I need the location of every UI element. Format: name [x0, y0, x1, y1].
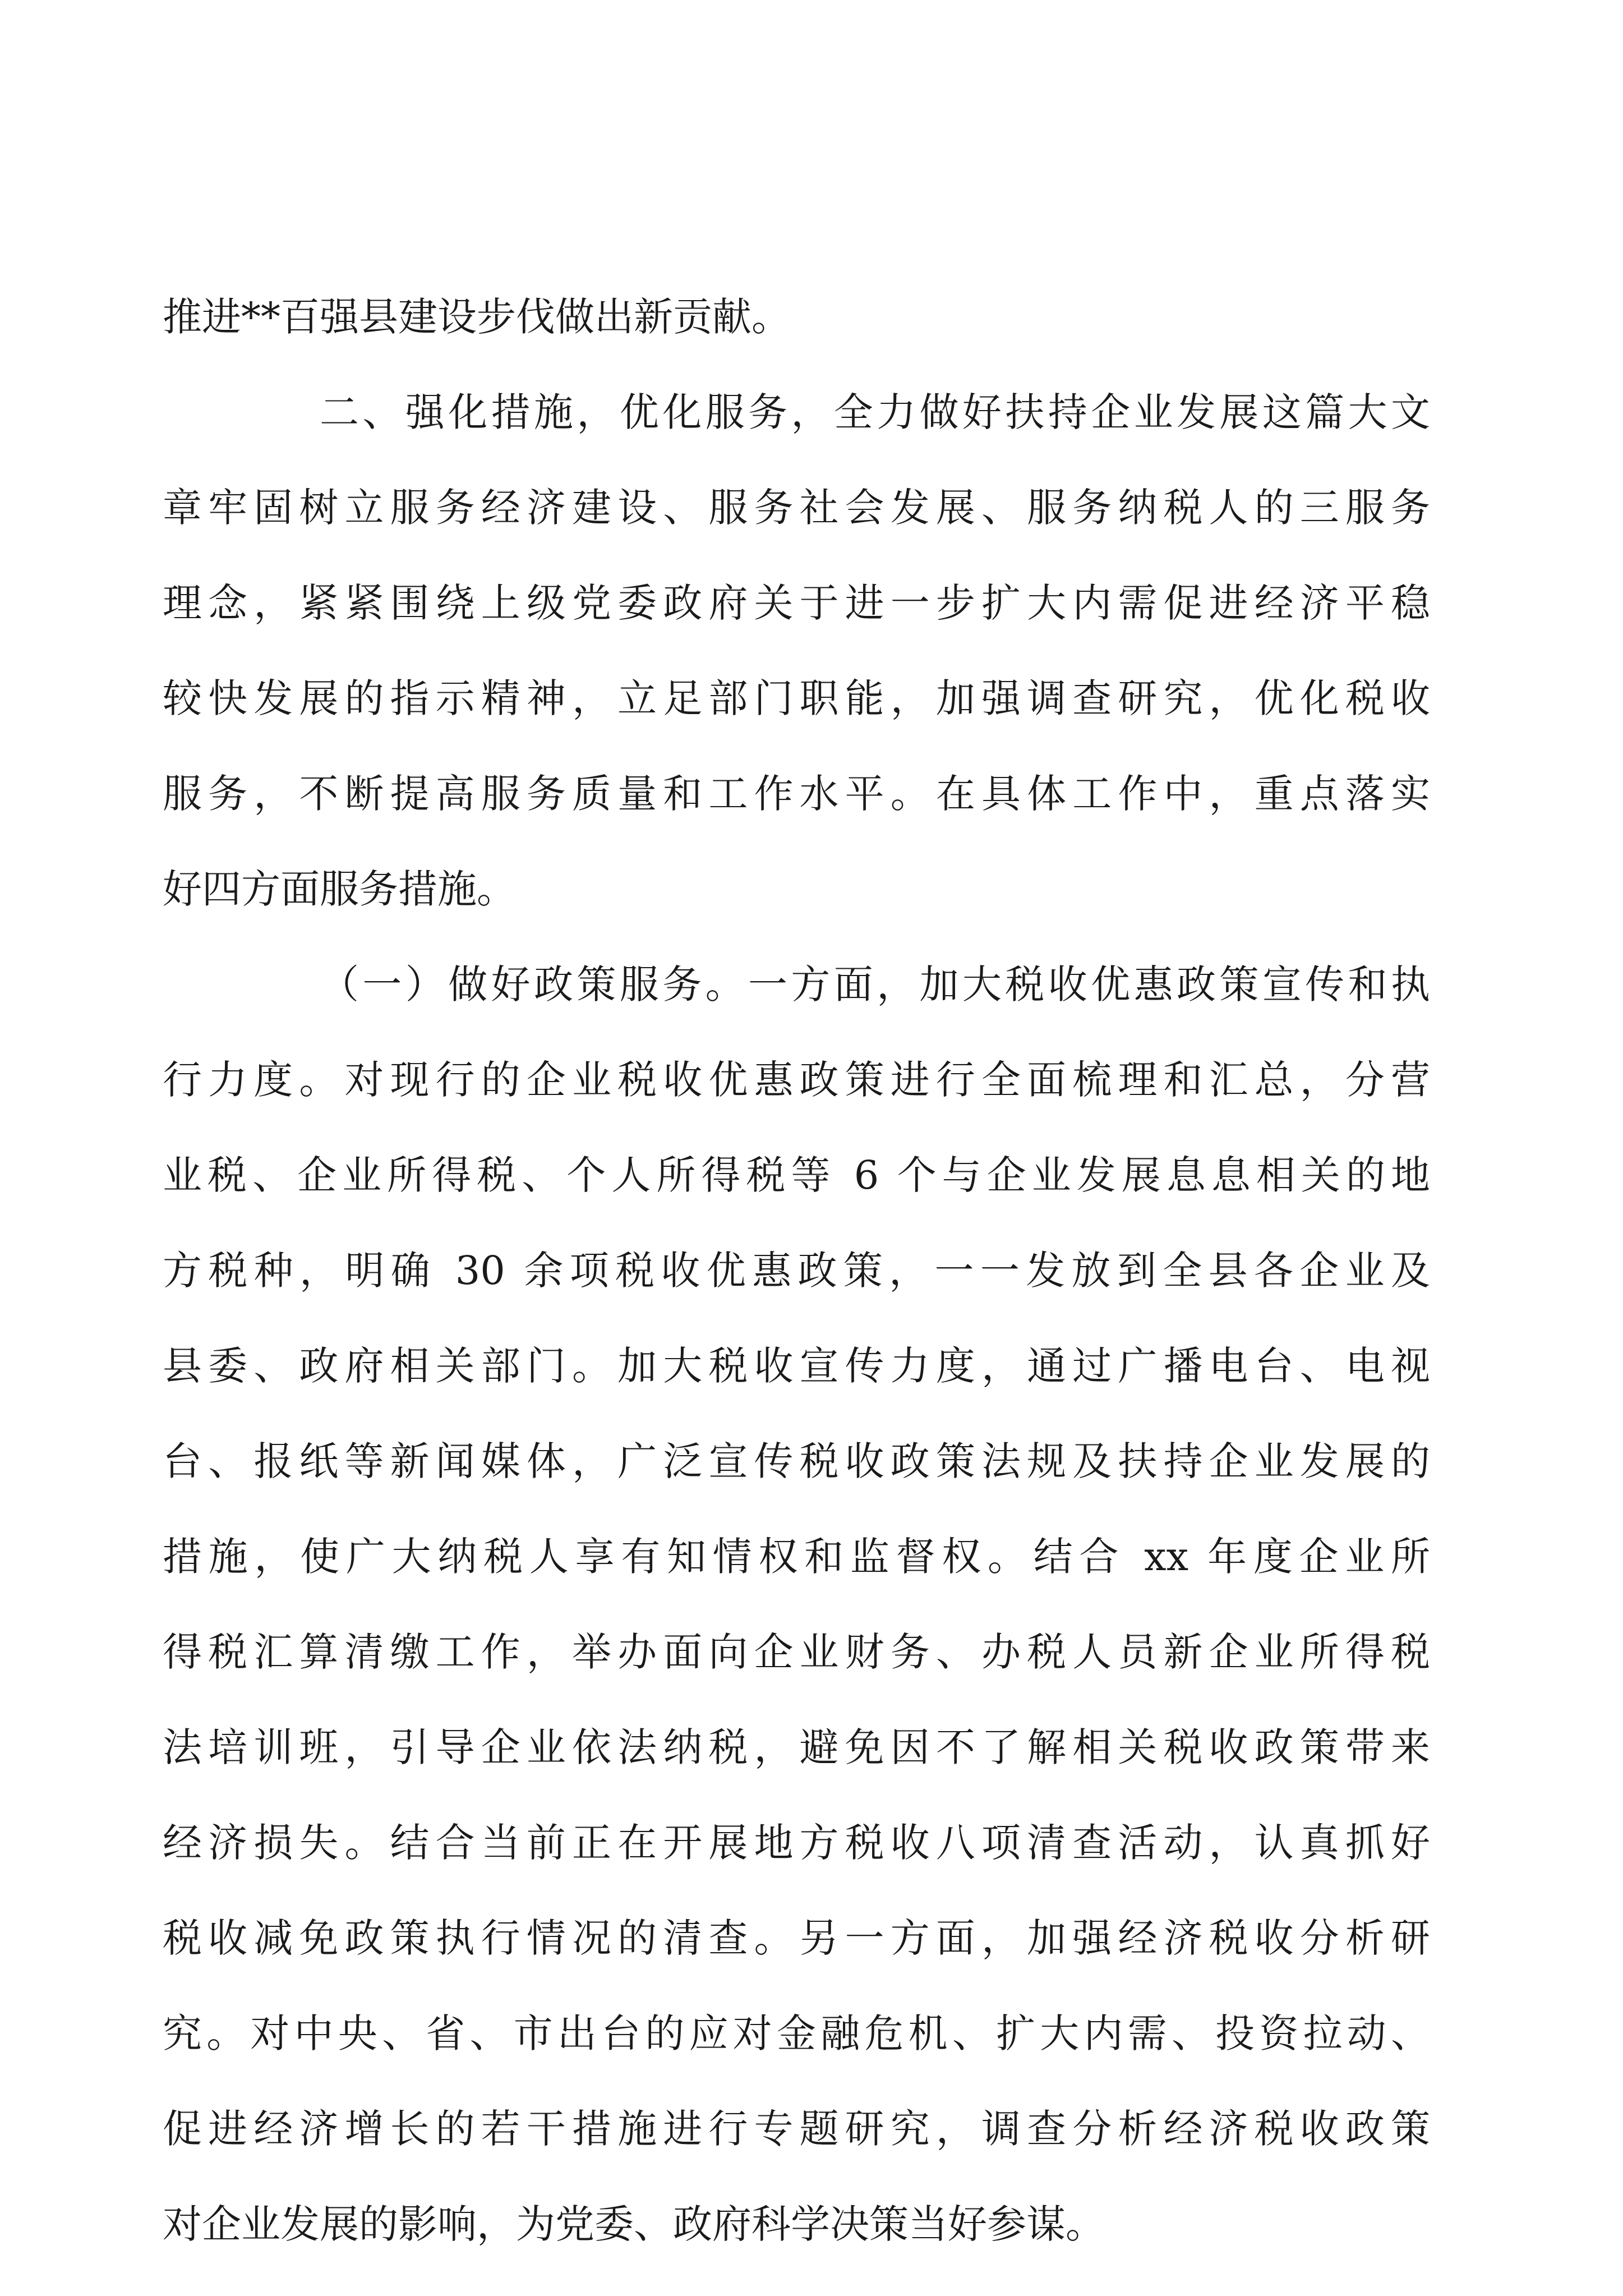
text-line-9: 行力度。对现行的企业税收优惠政策进行全面梳理和汇总，分营	[163, 1057, 1430, 1103]
text-line-13: 台、报纸等新闻媒体，广泛宣传税收政策法规及扶持企业发展的	[163, 1438, 1430, 1484]
text-line-12: 县委、政府相关部门。加大税收宣传力度，通过广播电台、电视	[163, 1343, 1430, 1389]
text-line-3: 章牢固树立服务经济建设、服务社会发展、服务纳税人的三服务	[163, 485, 1430, 531]
text-line-16: 法培训班，引导企业依法纳税，避免因不了解相关税收政策带来	[163, 1724, 1430, 1770]
text-line-11: 方税种，明确 30 余项税收优惠政策，一一发放到全县各企业及	[163, 1248, 1430, 1294]
text-line-6: 服务，不断提高服务质量和工作水平。在具体工作中，重点落实	[163, 771, 1430, 817]
text-line-10: 业税、企业所得税、个人所得税等 6 个与企业发展息息相关的地	[163, 1152, 1430, 1198]
text-line-15: 得税汇算清缴工作，举办面向企业财务、办税人员新企业所得税	[163, 1629, 1430, 1675]
text-line-5: 较快发展的指示精神，立足部门职能，加强调查研究，优化税收	[163, 675, 1430, 721]
text-line-1: 推进**百强县建设步伐做出新贡献。	[163, 294, 791, 340]
text-line-17: 经济损失。结合当前正在开展地方税收八项清查活动，认真抓好	[163, 1820, 1430, 1866]
subsection-heading-1: （一）做好政策服务。一方面，加大税收优惠政策宣传和执	[320, 961, 1430, 1007]
text-line-14: 措施，使广大纳税人享有知情权和监督权。结合 xx 年度企业所	[163, 1534, 1430, 1580]
text-line-7: 好四方面服务措施。	[163, 866, 516, 912]
text-line-18: 税收减免政策执行情况的清查。另一方面，加强经济税收分析研	[163, 1915, 1430, 1961]
section-heading-2: 二、强化措施，优化服务，全力做好扶持企业发展这篇大文	[320, 389, 1430, 435]
text-line-20: 促进经济增长的若干措施进行专题研究，调查分析经济税收政策	[163, 2106, 1430, 2152]
text-line-4: 理念，紧紧围绕上级党委政府关于进一步扩大内需促进经济平稳	[163, 580, 1430, 626]
text-line-21: 对企业发展的影响，为党委、政府科学决策当好参谋。	[163, 2201, 1105, 2247]
text-line-19: 究。对中央、省、市出台的应对金融危机、扩大内需、投资拉动、	[163, 2010, 1430, 2056]
